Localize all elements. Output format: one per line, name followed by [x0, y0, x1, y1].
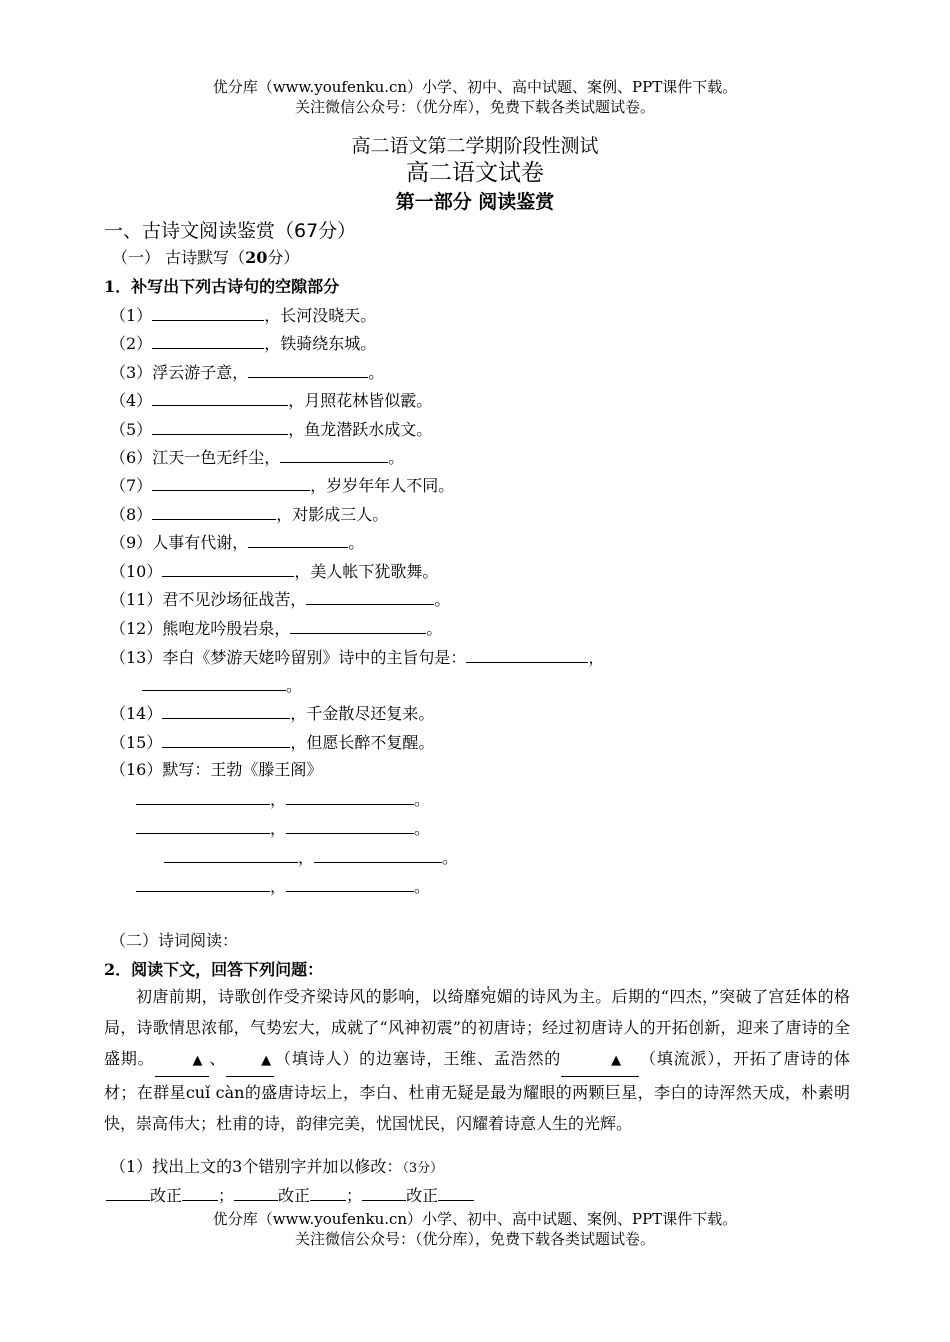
list-item: 。	[142, 674, 302, 697]
answer-blank[interactable]	[152, 503, 276, 520]
list-item: （15） ，但愿长醉不复醒。	[110, 733, 435, 752]
answer-blank[interactable]	[286, 788, 414, 805]
list-item: （10） ，美人帐下犹歌舞。	[110, 562, 439, 581]
subsection-heading: （一） 古诗默写（20分）	[112, 248, 300, 267]
answer-blank[interactable]	[466, 646, 588, 663]
answer-blank[interactable]	[106, 1184, 150, 1201]
fill-blank[interactable]: ▲	[226, 1045, 274, 1077]
question-2: 2．阅读下文，回答下列问题：	[104, 960, 324, 979]
answer-blank[interactable]	[142, 674, 286, 691]
answer-blank[interactable]	[136, 817, 270, 834]
dictation-line: ， 。	[136, 875, 430, 898]
answer-blank[interactable]	[438, 1184, 474, 1201]
list-item: （5） ，鱼龙潜跃水成文。	[110, 420, 433, 439]
list-item: （3）浮云游子意， 。	[110, 363, 385, 382]
answer-blank[interactable]	[290, 617, 426, 634]
sub-question: （1）找出上文的3个错别字并加以修改：（3分）	[110, 1157, 444, 1176]
answer-blank[interactable]	[152, 304, 264, 321]
fill-blank[interactable]: ▲	[155, 1045, 209, 1077]
answer-blank[interactable]	[248, 531, 348, 548]
answer-blank[interactable]	[152, 474, 310, 491]
answer-blank[interactable]	[136, 875, 270, 892]
answer-blank[interactable]	[310, 1184, 346, 1201]
paper-title: 高二语文试卷	[406, 160, 544, 186]
footer-line-2: 关注微信公众号：（优分库），免费下载各类试题试卷。	[294, 1230, 655, 1248]
list-item: （6）江天一色无纤尘， 。	[110, 448, 405, 467]
footer-line-1: 优分库（www.youfenku.cn）小学、初中、高中试题、案例、PPT课件下载。	[212, 1210, 738, 1228]
answer-blank[interactable]	[152, 418, 288, 435]
list-item: （1） ，长河没晓天。	[110, 306, 377, 325]
list-item: （2） ，铁骑绕东城。	[110, 334, 377, 353]
answer-blank[interactable]	[152, 389, 288, 406]
fill-blank[interactable]: ▲	[561, 1045, 639, 1077]
list-item: （11）君不见沙场征战苦， 。	[110, 590, 451, 609]
answer-blank[interactable]	[152, 332, 264, 349]
question-1: 1．补写出下列古诗句的空隙部分	[104, 277, 340, 296]
list-item: （4） ，月照花林皆似霰。	[110, 391, 433, 410]
dictation-line: ， 。	[136, 817, 430, 840]
section-heading: 一、古诗文阅读鉴赏（67分）	[104, 220, 357, 242]
answer-blank[interactable]	[162, 702, 290, 719]
list-item: （16）默写：王勃《滕王阁》	[110, 760, 323, 779]
answer-blank[interactable]	[182, 1184, 218, 1201]
header-line-1: 优分库（www.youfenku.cn）小学、初中、高中试题、案例、PPT课件下载。	[212, 78, 738, 96]
list-item: （9）人事有代谢， 。	[110, 533, 365, 552]
exam-title: 高二语文第二学期阶段性测试	[351, 135, 599, 157]
list-item: （13）李白《梦游天姥吟留别》诗中的主旨句是： ，	[110, 648, 605, 667]
list-item: （12）熊咆龙吟殷岩泉， 。	[110, 619, 443, 638]
header-line-2: 关注微信公众号：（优分库），免费下载各类试题试卷。	[294, 98, 655, 116]
answer-blank[interactable]	[286, 875, 414, 892]
list-item: （7） ，岁岁年年人不同。	[110, 476, 455, 495]
answer-blank[interactable]	[248, 361, 368, 378]
answer-blank[interactable]	[314, 846, 442, 863]
answer-blank[interactable]	[362, 1184, 406, 1201]
answer-blank[interactable]	[234, 1184, 278, 1201]
dictation-line: ， 。	[136, 788, 430, 811]
emphasis-char: 靡	[464, 987, 481, 1006]
list-item: （8） ，对影成三人。	[110, 505, 389, 524]
answer-blank[interactable]	[162, 560, 294, 577]
answer-blank[interactable]	[286, 817, 414, 834]
subsection-heading-2: （二）诗词阅读：	[110, 931, 239, 950]
list-item: （14） ，千金散尽还复来。	[110, 704, 435, 723]
part-title: 第一部分 阅读鉴赏	[395, 191, 555, 213]
answer-blank[interactable]	[162, 731, 290, 748]
answer-blank[interactable]	[164, 846, 298, 863]
dictation-line: ， 。	[164, 846, 458, 869]
correction-line: 改正 ； 改正 ； 改正	[106, 1184, 474, 1207]
answer-blank[interactable]	[136, 788, 270, 805]
reading-passage: 初唐前期，诗歌创作受齐梁诗风的影响，以绮靡宛媚的诗风为主。后期的“四杰，”突破了宫廷体的格局，诗歌情思浓郁，气势宏大，成就了“风神初震”的初唐诗；经过初唐诗人的开拓创新，迎来了唐诗的全盛期。 ▲ 、 ▲ （填诗人）的边塞诗，王维、孟浩然的 ▲ （填流派），开拓了唐诗的体材；在群星cuǐ càn的盛唐诗坛上，李白、杜甫无疑是最为耀眼的两颗巨星，李白的诗浑然天成，朴素明快，崇高伟大；杜甫的诗，韵律完美，忧国忧民，闪耀着诗意人生的光辉。	[104, 987, 850, 1133]
answer-blank[interactable]	[280, 446, 388, 463]
answer-blank[interactable]	[306, 588, 434, 605]
